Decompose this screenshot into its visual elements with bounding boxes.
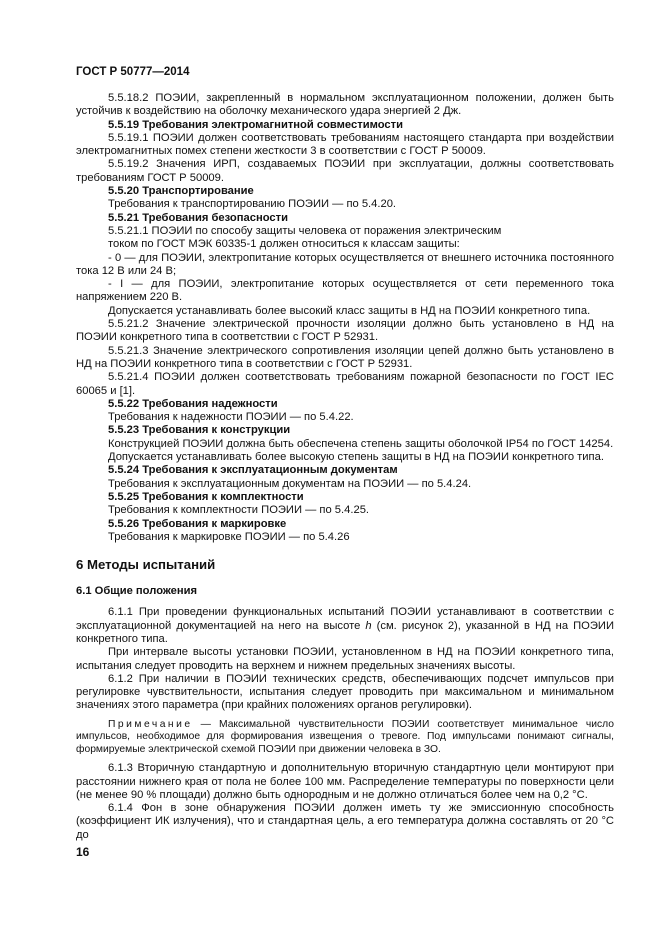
paragraph: 6.1.2 При наличии в ПОЭИИ технических средств, обеспечивающих подсчет импульсов при регулировке чувствительности, испытания следует проводить при максимальном и минимальном значениях этого параметра (при крайних положениях органов регулировки). (76, 672, 614, 712)
paragraph: 5.5.19.1 ПОЭИИ должен соответствовать требованиям настоящего стандарта при воздействии электромагнитных помех степени жесткости 3 в соответствии с ГОСТ Р 50009. (76, 131, 614, 158)
paragraph: Допускается устанавливать более высокий класс защиты в НД на ПОЭИИ конкретного типа. (108, 304, 591, 317)
paragraph: Допускается устанавливать более высокую степень защиты в НД на ПОЭИИ конкретного типа. (108, 451, 604, 464)
paragraph: 5.5.18.2 ПОЭИИ, закрепленный в нормальном эксплуатационном положении, должен быть устойчив к воздействию на оболочку механического удара энергией 2 Дж. (76, 92, 614, 118)
section-6-1-text (76, 646, 614, 712)
paragraph-6-1-1-start: 6.1.1 При проведении функциональных испытаний ПОЭИИ устанавливают в соответствии с эксплуатационной документацией на него на высоте (76, 606, 614, 632)
paragraph: Требования к комплектности ПОЭИИ — по 5.4.25. (108, 504, 370, 517)
paragraph: При интервале высоты установки ПОЭИИ, установленном в НД на ПОЭИИ конкретного типа, испытания следует проводить на верхнем и нижнем предельных значениях высоты. (76, 646, 614, 672)
section-5-5-text (76, 92, 614, 598)
paragraph: 5.5.21.2 Значение электрической прочности изоляции должно быть установлено в НД на ПОЭИИ конкретного типа в соответствии с ГОСТ Р 52931. (76, 318, 614, 344)
section-heading: 6 Методы испытаний (76, 557, 216, 573)
paragraph: 5.5.21.1 ПОЭИИ по способу защиты человека от поражения электрическим (108, 224, 502, 237)
section-heading: 6.1 Общие положения (76, 585, 198, 598)
section-heading: 5.5.22 Требования надежности (108, 397, 278, 410)
section-heading: 5.5.24 Требования к эксплуатационным документам (108, 464, 398, 477)
paragraph: 5.5.21.3 Значение электрического сопротивления изоляции цепей должно быть установлено в НД на ПОЭИИ конкретного типа в соответствии с ГОСТ Р 52931. (76, 344, 614, 370)
paragraph-6-1-1 (76, 606, 614, 646)
paragraph: током по ГОСТ МЭК 60335-1 должен относиться к классам защиты: (108, 238, 460, 251)
paragraph: Требования к эксплуатационным документам на ПОЭИИ — по 5.4.24. (108, 477, 472, 490)
paragraph: Требования к маркировке ПОЭИИ — по 5.4.26 (108, 530, 350, 543)
paragraph: 6.1.4 Фон в зоне обнаружения ПОЭИИ должен иметь ту же эмиссионную способность (коэффициент ИК излучения), что и стандартная цель, а его температура должна составлять от 20 °С до (76, 802, 614, 841)
note (76, 719, 614, 757)
paragraph: Конструкцией ПОЭИИ должна быть обеспечена степень защиты оболочкой IP54 по ГОСТ 14254. (108, 437, 614, 450)
paragraph: - I — для ПОЭИИ, электропитание которых осуществляется от сети переменного тока напряжением 220 В. (76, 278, 614, 304)
section-6-1-continued (76, 762, 614, 842)
section-heading: 5.5.21 Требования безопасности (108, 211, 288, 224)
paragraph: Требования к надежности ПОЭИИ — по 5.4.22. (108, 411, 354, 424)
section-heading: 5.5.20 Транспортирование (108, 185, 254, 198)
paragraph: Требования к транспортированию ПОЭИИ — по 5.4.20. (108, 198, 397, 211)
note-label: Примечание (108, 718, 193, 730)
note-text: — Максимальной чувствительности ПОЭИИ соответствует минимальное число импульсов, необходимое для формирования извещения о тревоге. Под импульсами понимают сигналы, формируемые электрической схемой ПОЭИИ при движении человека в ЗО. (76, 718, 614, 755)
section-heading: 5.5.23 Требования к конструкции (108, 424, 291, 437)
paragraph: 6.1.3 Вторичную стандартную и дополнительную вторичную стандартную цели монтируют при расстоянии нижнего края от пола не более 100 мм. Распределение температуры по поверхности цели (не менее 90 % площади) должно быть однородным и не должно отличаться более чем на 0,2 °С. (76, 762, 614, 801)
paragraph: - 0 — для ПОЭИИ, электропитание которых осуществляется от внешнего источника постоянного тока 12 В или 24 В; (76, 251, 614, 277)
section-heading: 5.5.26 Требования к маркировке (108, 517, 287, 530)
section-heading: 5.5.19 Требования электромагнитной совместимости (108, 118, 403, 131)
paragraph-6-1-1-end: (см. рисунок 2), указанной в НД на ПОЭИИ конкретного типа. (76, 619, 614, 645)
height-variable: h (365, 619, 372, 632)
paragraph: 5.5.21.4 ПОЭИИ должен соответствовать требованиям пожарной безопасности по ГОСТ IEC 60065 и [1]. (76, 371, 614, 397)
paragraph: 5.5.19.2 Значения ИРП, создаваемых ПОЭИИ при эксплуатации, должны соответствовать требованиям ГОСТ Р 50009. (76, 158, 614, 184)
page-number: 16 (76, 845, 90, 859)
section-heading: 5.5.25 Требования к комплектности (108, 490, 304, 503)
document-header: ГОСТ Р 50777—2014 (76, 66, 190, 78)
document-body (76, 92, 614, 842)
